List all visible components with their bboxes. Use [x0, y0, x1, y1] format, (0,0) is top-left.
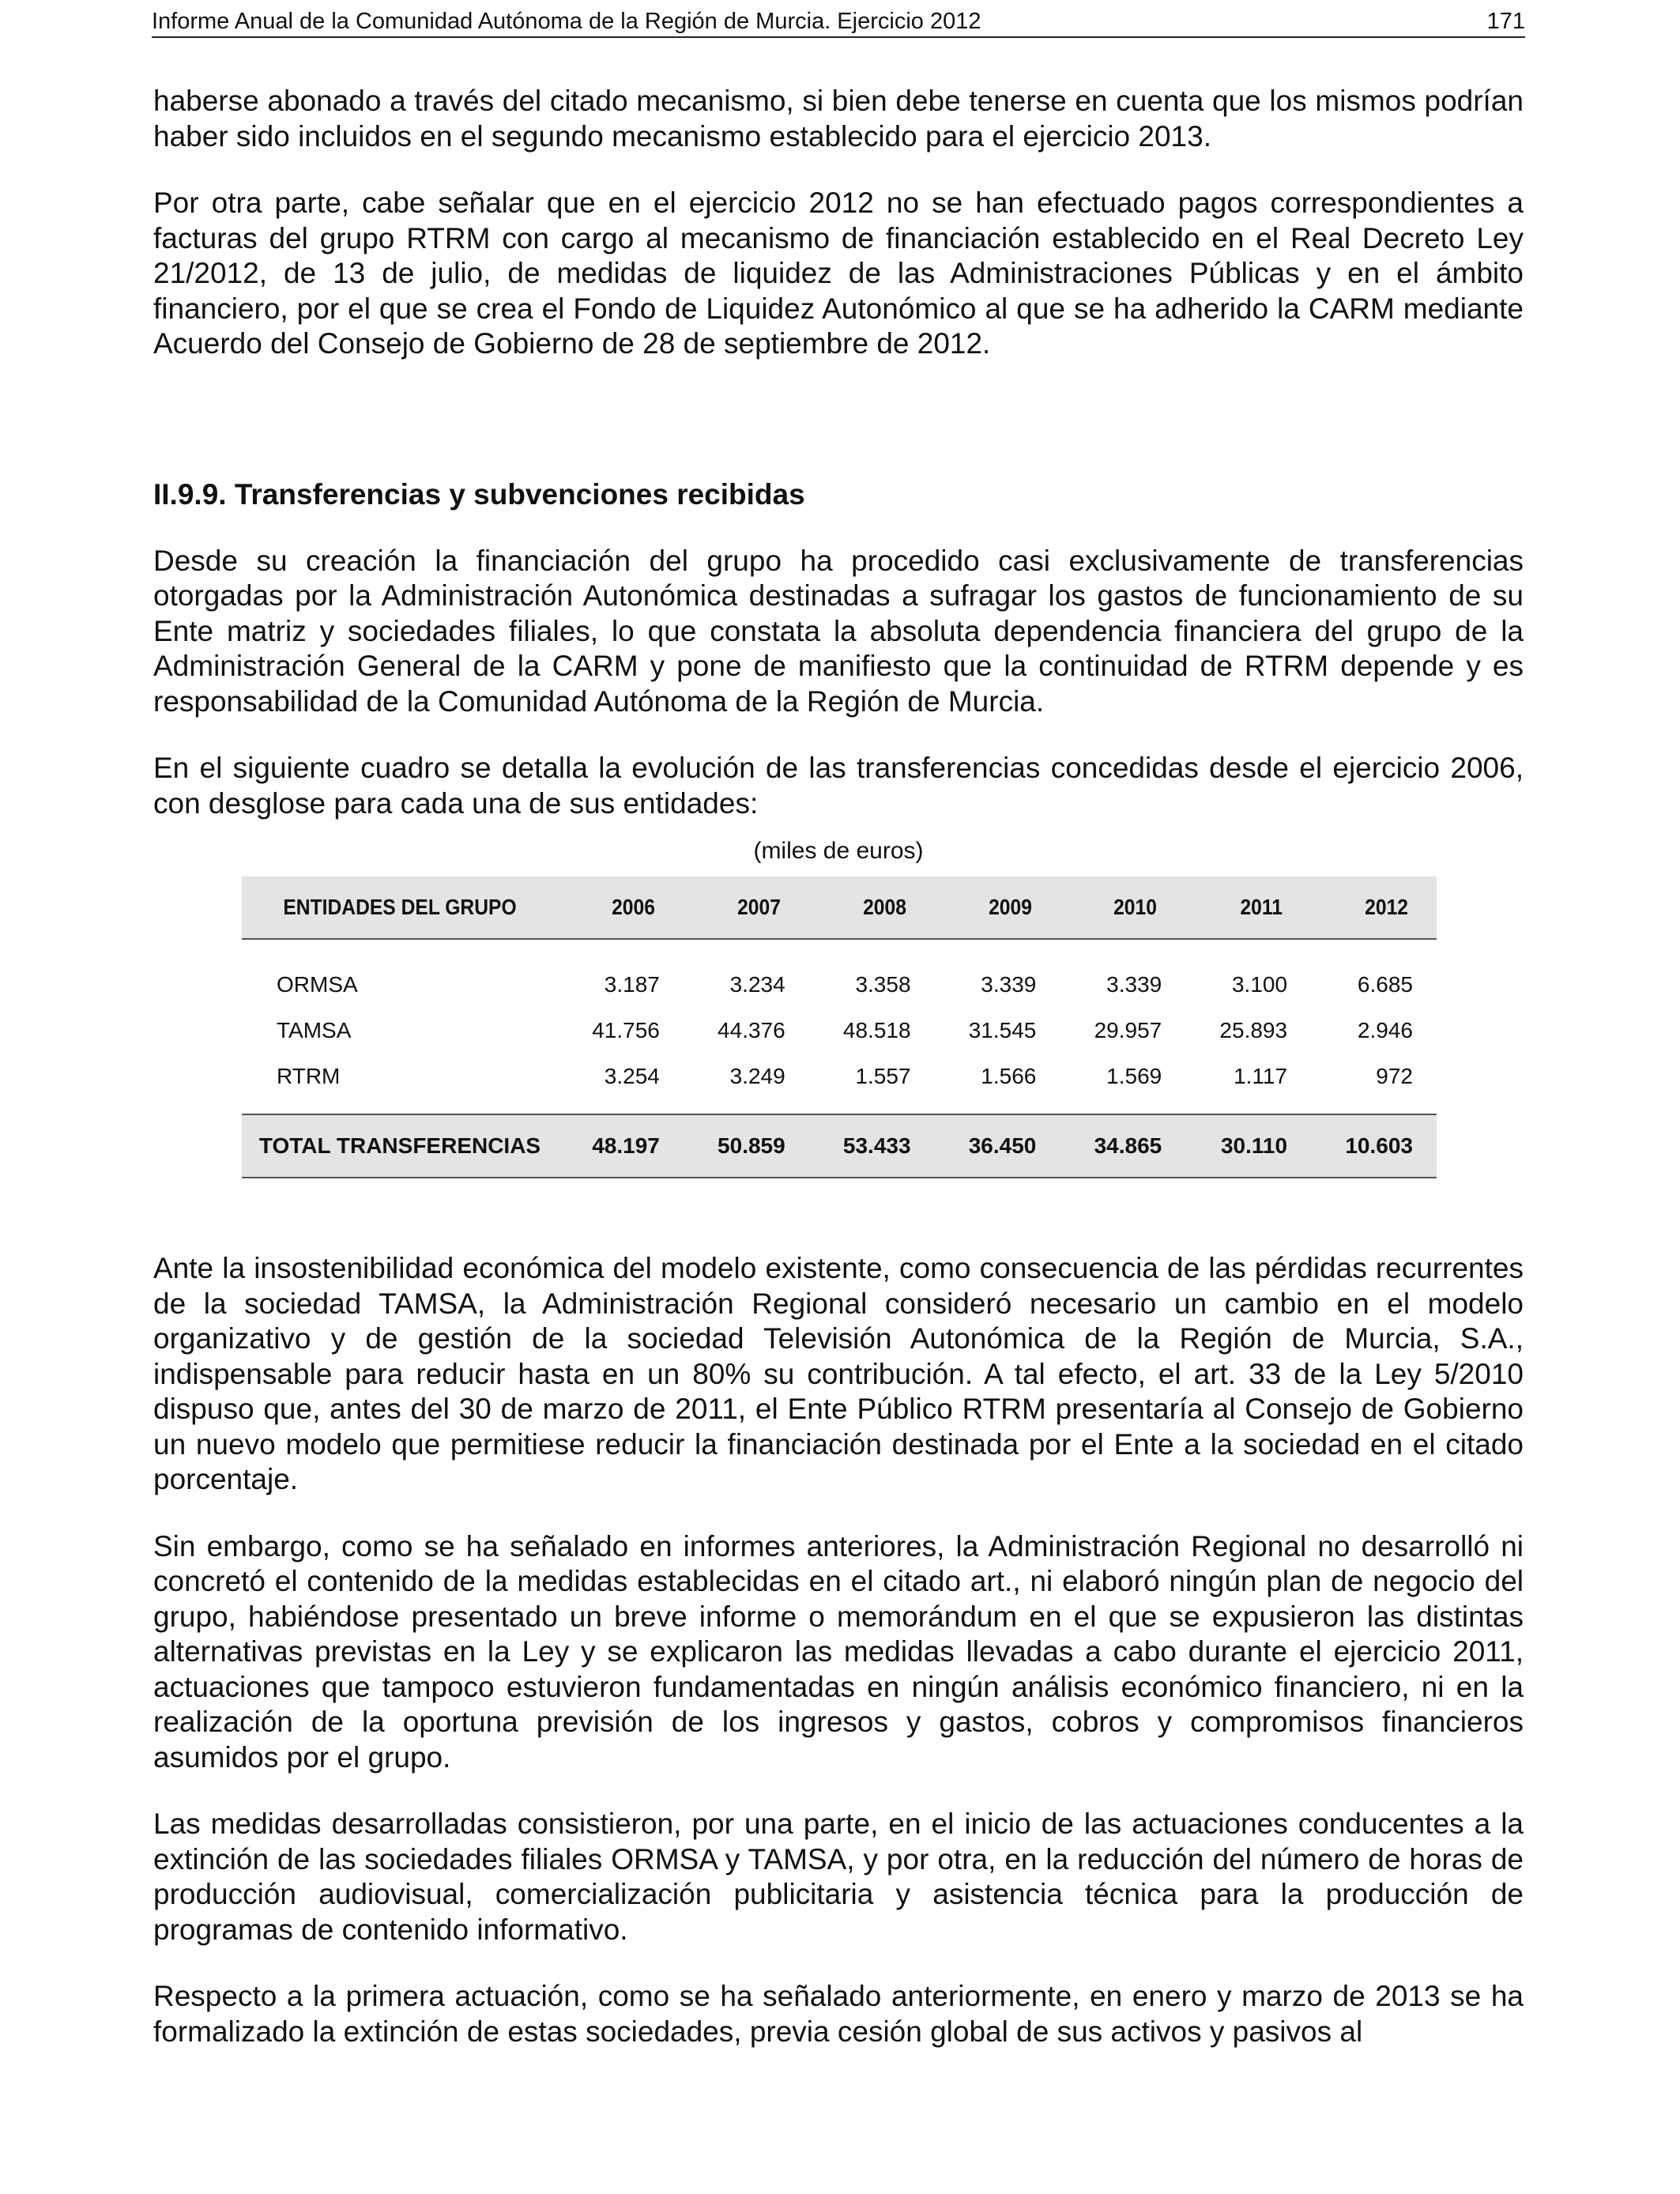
column-header-year: 2008	[816, 876, 927, 939]
table-cell: 31.545	[968, 1018, 1037, 1042]
total-cell: 34.865	[1060, 1114, 1185, 1178]
paragraph: Respecto a la primera actuación, como se ha señalado anteriormente, en enero y marzo de 2013 se ha formalizado la extinción de estas sociedades, previa cesión global de sus activos y pasivos al	[153, 1980, 1524, 2048]
table-cell: 3.339	[981, 972, 1037, 997]
paragraph: Las medidas desarrolladas consistieron, por una parte, en el inicio de las actuaciones conducentes a la extinción de las sociedades filiales ORMSA y TAMSA, y por otra, en la reducción del número de horas de producción audiovisual, comercialización publicitaria y asistencia técnica para la producción de programas de contenido informativo.	[153, 1808, 1524, 1946]
table-cell: 1.569	[1106, 1064, 1162, 1088]
paragraph: Ante la insostenibilidad económica del modelo existente, como consecuencia de las pérdidas recurrentes de la sociedad TAMSA, la Administración Regional consideró necesario un cambio en el modelo organizativo y de gestión de la sociedad Televisión Autonómica de la Región de Murcia, S.A., indispensable para reducir hasta en un 80% su contribución. A tal efecto, el art. 33 de la Ley 5/2010 dispuso que, antes del 30 de marzo de 2011, el Ente Público RTRM presentaría al Consejo de Gobierno un nuevo modelo que permitiese reducir la financiación destinada por el Ente a la sociedad en el citado porcentaje.	[153, 1252, 1524, 1495]
table-cell: 3.234	[729, 972, 785, 997]
column-header-year: 2010	[1068, 876, 1178, 939]
table-cell: 1.557	[855, 1064, 911, 1088]
page-body	[153, 84, 1524, 2081]
table-cell: 3.187	[604, 972, 660, 997]
column-header-year: 2009	[942, 876, 1053, 939]
table-cell: 44.376	[718, 1018, 785, 1042]
table-cell: 3.100	[1231, 972, 1288, 997]
total-cell: 53.433	[809, 1114, 935, 1178]
page-number: 171	[1486, 9, 1525, 34]
table-cell: 1.566	[981, 1064, 1037, 1088]
total-row	[242, 1114, 1437, 1178]
table-cell: 1.117	[1234, 1064, 1288, 1088]
paragraph: Sin embargo, como se ha señalado en informes anteriores, la Administración Regional no desarrolló ni concretó el contenido de la medidas establecidas en el citado art., ni elaboró ningún plan de negocio del grupo, habiéndose presentado un breve informe o memorándum en el que se expusieron las distintas alternativas previstas en la Ley y se explicaron las medidas llevadas a cabo durante el ejercicio 2011, actuaciones que tampoco estuvieron fundamentadas en ningún análisis económico financiero, ni en la realización de la oportuna previsión de los ingresos y gastos, cobros y compromisos financieros asumidos por el grupo.	[153, 1529, 1524, 1774]
page-header	[152, 6, 1525, 38]
total-cell: 48.197	[558, 1114, 684, 1178]
table-cell: 2.946	[1357, 1018, 1413, 1042]
section-heading: II.9.9. Transferencias y subvenciones recibidas	[153, 477, 805, 511]
table-cell: 48.518	[842, 1018, 911, 1042]
table-cell: 29.957	[1094, 1018, 1162, 1042]
table-cell: 6.685	[1357, 972, 1413, 997]
transfers-table	[242, 876, 1437, 1178]
table-row	[242, 1054, 1437, 1114]
entity-name: RTRM	[277, 1064, 341, 1088]
table-cell: 3.358	[855, 972, 911, 997]
table-units: (miles de euros)	[753, 838, 924, 864]
paragraph: Desde su creación la financiación del grupo ha procedido casi exclusivamente de transferencias otorgadas por la Administración Autonómica destinadas a sufragar los gastos de funcionamiento de su Ente matriz y sociedades filiales, lo que constata la absoluta dependencia financiera del grupo de la Administración General de la CARM y pone de manifiesto que la continuidad de RTRM depende y es responsabilidad de la Comunidad Autónoma de la Región de Murcia.	[153, 544, 1524, 718]
report-title: Informe Anual de la Comunidad Autónoma de la Región de Murcia. Ejercicio 2012	[152, 9, 981, 34]
table-cell: 3.249	[729, 1064, 785, 1088]
table-row	[242, 939, 1437, 1008]
table-cell: 41.756	[592, 1018, 660, 1042]
column-header-year: 2012	[1319, 876, 1430, 939]
table-cell: 3.339	[1106, 972, 1162, 997]
total-cell: 30.110	[1185, 1114, 1311, 1178]
total-label: TOTAL TRANSFERENCIAS	[242, 1114, 558, 1178]
total-cell: 10.603	[1311, 1114, 1437, 1178]
paragraph: haberse abonado a través del citado mecanismo, si bien debe tenerse en cuenta que los mismos podrían haber sido incluidos en el segundo mecanismo establecido para el ejercicio 2013.	[153, 85, 1524, 153]
table-header-row	[242, 876, 1437, 939]
table-cell: 25.893	[1219, 1018, 1288, 1042]
column-header-year: 2007	[691, 876, 801, 939]
table-cell: 3.254	[604, 1064, 660, 1088]
column-header-year: 2006	[566, 876, 676, 939]
entity-name: ORMSA	[277, 972, 358, 997]
paragraph: Por otra parte, cabe señalar que en el ejercicio 2012 no se han efectuado pagos correspondientes a facturas del grupo RTRM con cargo al mecanismo de financiación establecido en el Real Decreto Ley 21/2012, de 13 de julio, de medidas de liquidez de las Administraciones Públicas y en el ámbito financiero, por el que se crea el Fondo de Liquidez Autonómico al que se ha adherido la CARM mediante Acuerdo del Consejo de Gobierno de 28 de septiembre de 2012.	[153, 187, 1524, 360]
total-cell: 50.859	[684, 1114, 809, 1178]
paragraph: En el siguiente cuadro se detalla la evolución de las transferencias concedidas desde el ejercicio 2006, con desglose para cada una de sus entidades:	[153, 752, 1524, 820]
column-header-year: 2011	[1193, 876, 1304, 939]
entity-name: TAMSA	[277, 1018, 352, 1042]
column-header-entity: ENTIDADES DEL GRUPO	[261, 876, 539, 939]
table-row	[242, 1008, 1437, 1054]
table-cell: 972	[1376, 1064, 1413, 1088]
total-cell: 36.450	[935, 1114, 1060, 1178]
